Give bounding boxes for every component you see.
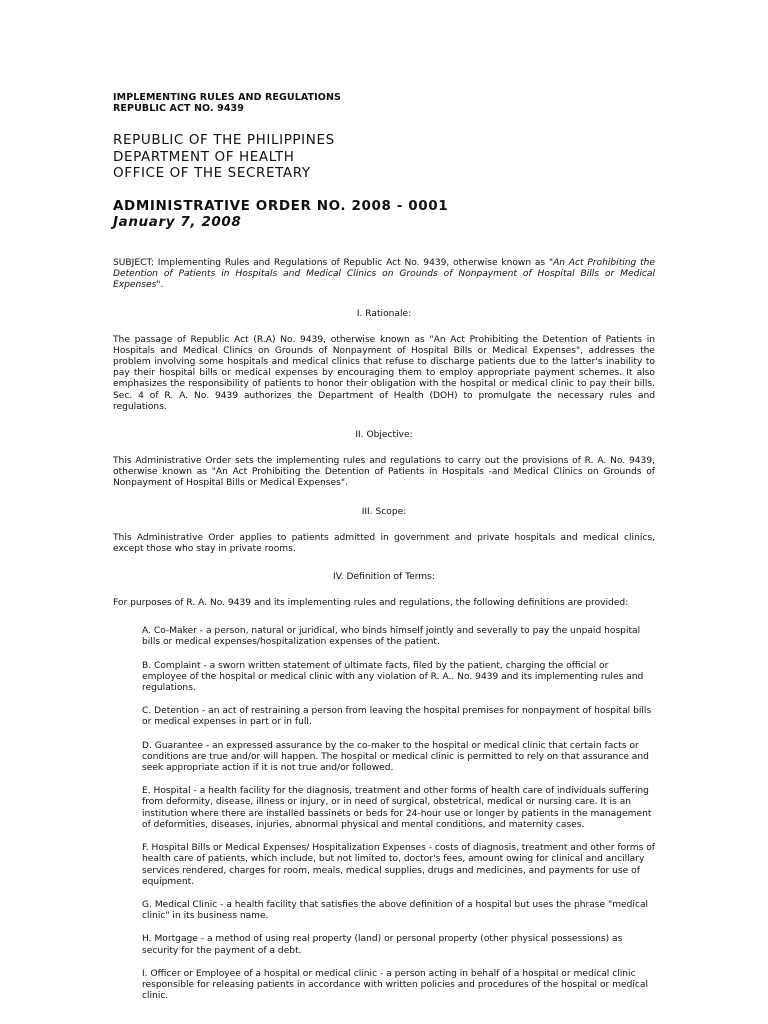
subject-act-title: An Act Prohibiting the Detention of Patients in Hospitals and Medical Clinics on Grounds of Nonpayment of Hospital Bills or Medical Expenses (113, 258, 655, 291)
definition-officer-employee: I. Officer or Employee of a hospital or medical clinic - a person acting in behalf of a hospital or medical clinic responsible for releasing patients in accordance with written policies and procedures of the hospital or medical clinic. (142, 968, 649, 1002)
objective-paragraph: This Administrative Order sets the implementing rules and regulations to carry out the provisions of R. A. No. 9439, otherwise known as "An Act Prohibiting the Detention of Patients in Hospitals -and Medical Clinics on Grounds of Nonpayment of Hospital Bills or Medical Expenses". (113, 456, 655, 489)
definition-co-maker: A. Co-Maker - a person, natural or juridical, who binds himself jointly and severally to pay the unpaid hospital bills or medical expenses/hospitalization expenses of the patient. (142, 626, 641, 648)
agency-department: DEPARTMENT OF HEALTH (113, 148, 295, 165)
subject-lead: SUBJECT: Implementing Rules and Regulations of Republic Act No. 9439, otherwise known as " (113, 258, 554, 268)
definition-hospital-bills: F. Hospital Bills or Medical Expenses/ Hospitalization Expenses - costs of diagnosis, treatment and other forms of health care of patients, which include, but not limited to, doctor's fees, amount owing for clinical and ancillary services rendered, charges for room, meals, medical supplies, drugs and medicines, and payments for use of equipment. (142, 843, 656, 887)
section-title-rationale: I. Rationale: (356, 308, 412, 319)
document-header (113, 92, 655, 114)
agency-office: OFFICE OF THE SECRETARY (113, 165, 311, 181)
agency-block (113, 132, 655, 182)
section-title-definitions: IV. Definition of Terms: (333, 572, 435, 583)
definition-mortgage: H. Mortgage - a method of using real property (land) or personal property (other physical possessions) as security for the payment of a debt. (142, 934, 623, 956)
scope-paragraph: This Administrative Order applies to patients admitted in government and private hospitals and medical clinics, except those who stay in private rooms. (113, 532, 655, 554)
definition-hospital: E. Hospital - a health facility for the diagnosis, treatment and other forms of health care of individuals suffering from deformity, disease, illness or injury, or in need of surgical, obstetrical, medical or nursing care. It is an institution where there are installed bassinets or beds for 24-hour use or longer by patients in the management of deformities, diseases, injuries, abnormal physical and mental conditions, and maternity cases. (142, 786, 652, 830)
header-line-irr: IMPLEMENTING RULES AND REGULATIONS (113, 92, 341, 103)
order-date: January 7, 2008 (113, 214, 242, 230)
definition-complaint: B. Complaint - a sworn written statement of ultimate facts, filed by the patient, charging the official or employee of the hospital or medical clinic with any violation of R. A.. No. 9439 and its implementing rules and regulations. (142, 660, 644, 694)
definition-medical-clinic: G. Medical Clinic - a health facility that satisfies the above definition of a hospital but uses the phrase "medical clinic" in its business name. (142, 899, 649, 922)
subject-tail: ". (156, 280, 164, 291)
header-line-ra: REPUBLIC ACT NO. 9439 (113, 103, 244, 114)
rationale-paragraph: The passage of Republic Act (R.A) No. 9439, otherwise known as "An Act Prohibiting the Detention of Patients in Hospitals and Medical Clinics on Grounds of Nonpayment of Hospital Bills or Medical Expenses", addresses the problem involving some hospitals and medical clinics that refuse to discharge patients due to the latter's inability to pay their hospital bills or medical expenses by encouraging them to employ appropriate payment schemes. It also emphasizes the responsibility of patients to honor their obligation with the hospital or medical clinic to pay their bills. Sec. 4 of R. A. No. 9439 authorizes the Department of Health (DOH) to promulgate the necessary rules and regulations. (113, 334, 655, 412)
order-block (113, 198, 655, 232)
section-title-scope: III. Scope: (361, 506, 407, 517)
definition-guarantee: D. Guarantee - an expressed assurance by the co-maker to the hospital or medical clinic that certain facts or conditions are true and/or will happen. The hospital or medical clinic is permitted to rely on that assurance and seek appropriate action if it is not true and/or followed. (142, 740, 649, 774)
section-title-objective: II. Objective: (355, 430, 413, 441)
definition-detention: C. Detention - an act of restraining a person from leaving the hospital premises for nonpayment of hospital bills or medical expenses in part or in full. (142, 706, 652, 728)
definitions-intro: For purposes of R. A. No. 9439 and its implementing rules and regulations, the following definitions are provided: (113, 598, 629, 609)
agency-republic: REPUBLIC OF THE PHILIPPINES (113, 132, 335, 148)
subject-paragraph (113, 258, 655, 292)
order-number: ADMINISTRATIVE ORDER NO. 2008 - 0001 (113, 197, 449, 214)
